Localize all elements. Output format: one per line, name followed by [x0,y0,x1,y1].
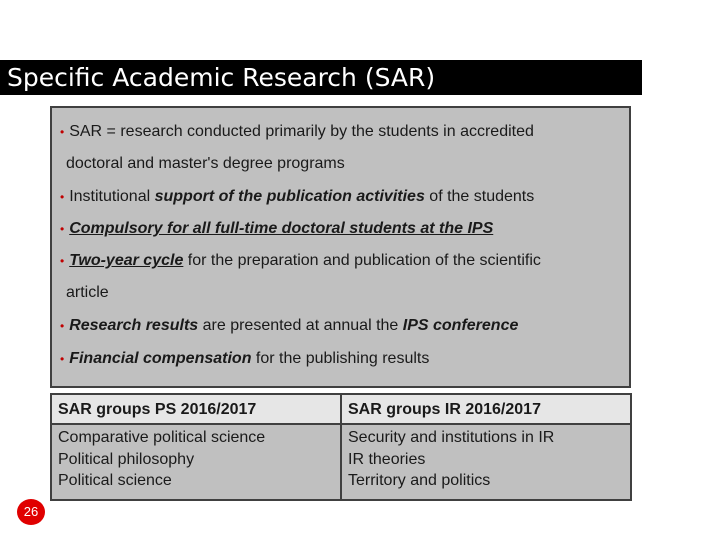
bullet-institutional-support [60,181,621,213]
bullet-text-pre: Institutional [69,188,155,205]
bullet-two-year-cycle [60,245,621,309]
bullet-emphasis: Compulsory for all full-time doctoral students at the IPS [69,220,494,237]
bullet-emphasis: Financial compensation [69,350,252,367]
bullet-text-post: for the publishing results [251,350,430,367]
sar-groups-table [50,393,632,501]
slide-title: Specific Academic Research (SAR) [0,60,642,95]
bullet-research-results [60,310,621,342]
bullet-emphasis-2: IPS conference [402,317,519,334]
bullet-dot-icon: • [60,254,65,268]
bullet-panel [50,106,631,388]
list-item: Political science [58,472,172,489]
bullet-continuation: article [66,284,109,301]
list-item: Security and institutions in IR [348,429,555,446]
list-item: Political philosophy [58,450,195,468]
bullet-dot-icon: • [60,319,65,333]
list-item: Comparative political science [58,429,266,446]
bullet-dot-icon: • [60,125,65,139]
groups-ir-list [348,427,554,492]
bullet-text-mid: are presented at annual the [198,317,403,334]
bullet-text-post: for the preparation and publication of the scientific [183,252,541,269]
bullet-compulsory [60,213,621,245]
groups-ir-header: SAR groups IR 2016/2017 [342,395,630,423]
bullet-continuation: doctoral and master's degree programs [66,155,345,172]
bullet-text-post: of the students [424,188,535,205]
bullet-dot-icon: • [60,352,65,366]
bullet-dot-icon: • [60,222,65,236]
list-item: IR theories [348,450,426,468]
bullet-sar-definition [60,116,621,180]
groups-ps-list [58,427,265,492]
list-item: Territory and politics [348,472,491,489]
table-divider-vertical [340,395,342,499]
groups-ps-header: SAR groups PS 2016/2017 [52,395,340,423]
bullet-dot-icon: • [60,190,65,204]
bullet-emphasis: Research results [69,317,199,334]
page-number-badge: 26 [17,499,45,525]
bullet-emphasis: support of the publication activities [154,188,425,205]
bullet-financial-compensation [60,343,621,375]
bullet-text: SAR = research conducted primarily by the students in accredited [69,123,534,140]
bullet-emphasis: Two-year cycle [69,252,184,269]
